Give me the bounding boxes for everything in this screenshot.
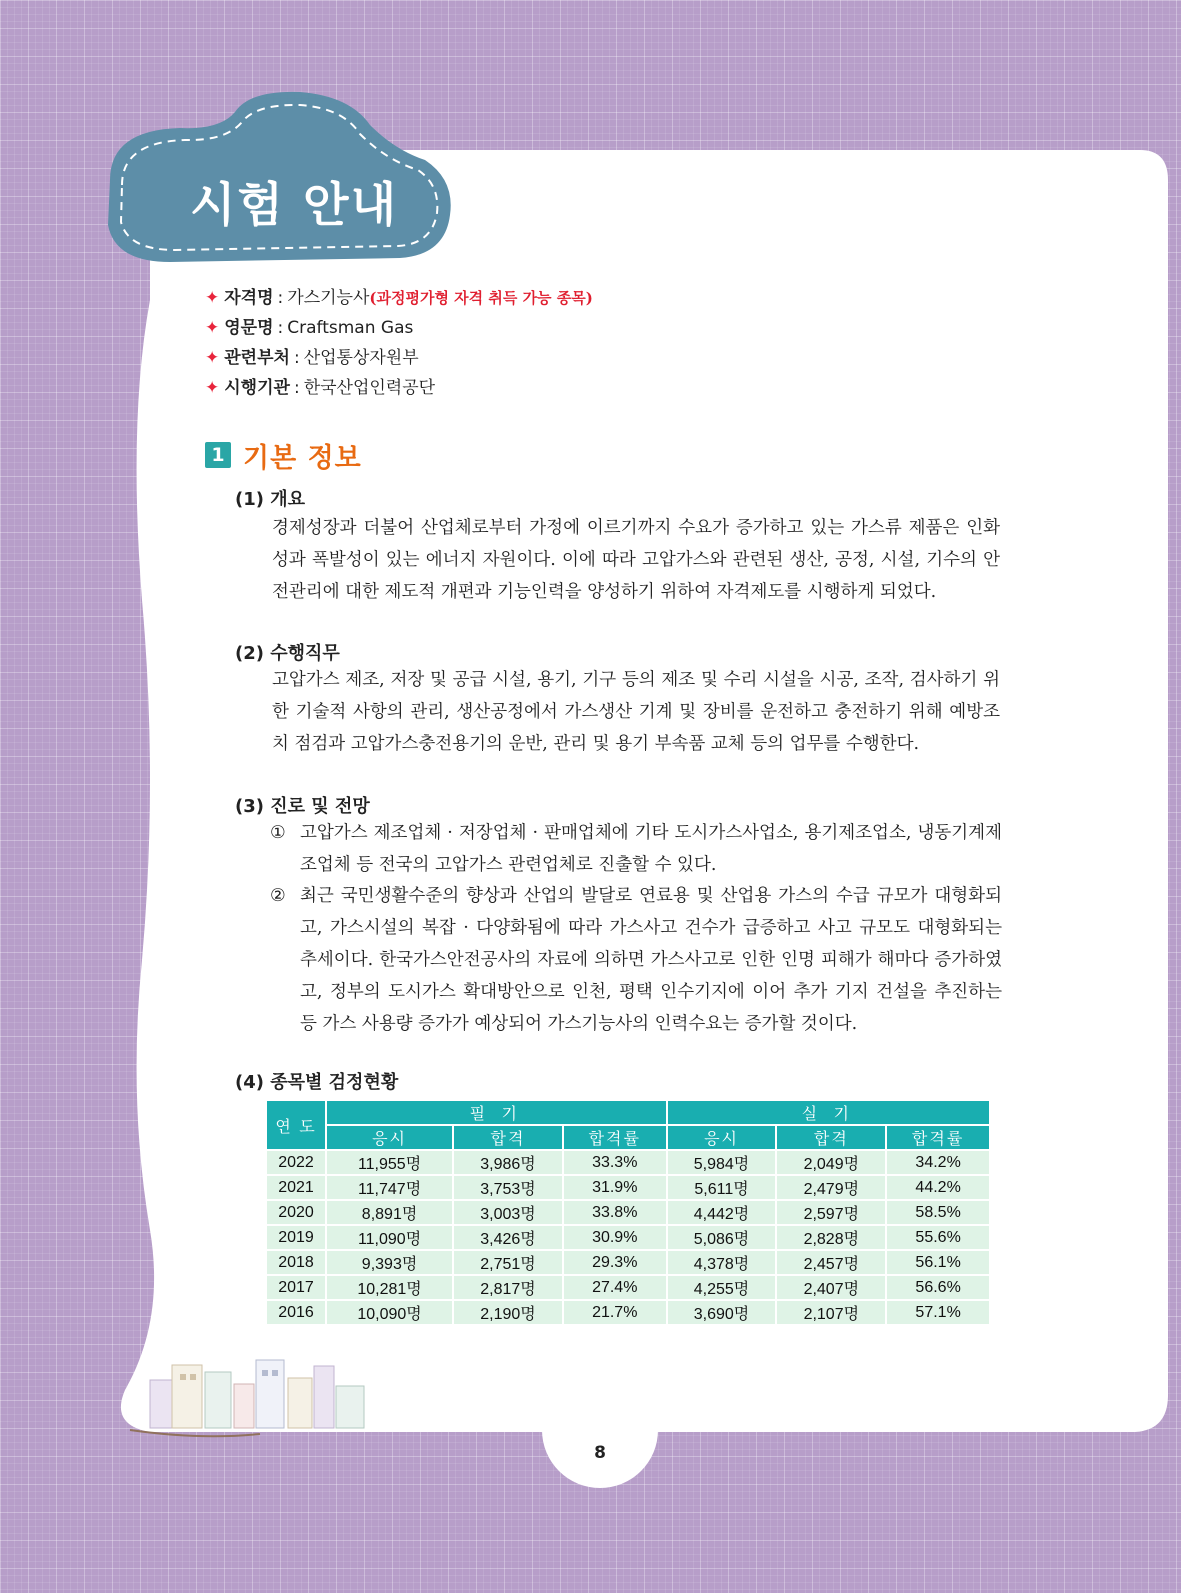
page-title: 시험 안내	[190, 178, 398, 233]
info-row-name: ✦ 자격명 : 가스기능사(과정평가형 자격 취득 가능 종목)	[205, 288, 593, 308]
table-cell: 30.9%	[564, 1226, 666, 1249]
item-text: 최근 국민생활수준의 향상과 산업의 발달로 연료용 및 산업용 가스의 수급 규모가 대형화되고, 가스시설의 복잡 · 다양화됨에 따라 가스사고 건수가 급증하고 사고 규모도 대형화되는 추세이다. 한국가스안전공사의 자료에 의하면 가스사고로 인한 인명 피해가 해마다 증가하였고, 정부의 도시가스 확대방안으로 인천, 평택 인수기지에 이어 추가 기지 건설을 추진하는 등 가스 사용량 증가가 예상되어 가스기능사의 인력수요는 증가할 것이다.	[300, 886, 1002, 1034]
table-cell: 56.6%	[887, 1276, 989, 1299]
table-row	[267, 1151, 989, 1174]
table-cell: 33.8%	[564, 1201, 666, 1224]
table-cell: 58.5%	[887, 1201, 989, 1224]
table-cell: 8,891명	[327, 1201, 452, 1224]
info-row-agency: ✦ 시행기관 : 한국산업인력공단	[205, 378, 436, 398]
info-value: Craftsman Gas	[287, 318, 414, 338]
overview-body: 경제성장과 더불어 산업체로부터 가정에 이르기까지 수요가 증가하고 있는 가스류 제품은 인화성과 폭발성이 있는 에너지 자원이다. 이에 따라 고압가스와 관련된 생산, 공정, 시설, 기수의 안전관리에 대한 제도적 개편과 기능인력을 양성하기 위하여 자격제도를 시행하게 되었다.	[272, 518, 1000, 602]
info-label: 시행기관	[224, 378, 290, 398]
table-cell: 11,955명	[327, 1151, 452, 1174]
table-cell: 57.1%	[887, 1301, 989, 1324]
table-cell: 29.3%	[564, 1251, 666, 1274]
year-cell: 2022	[267, 1151, 325, 1174]
table-cell: 11,747명	[327, 1176, 452, 1199]
section-heading	[205, 437, 362, 473]
star-bullet-icon: ✦	[205, 288, 220, 308]
info-label: 관련부처	[224, 348, 290, 368]
table-row	[267, 1226, 989, 1249]
table-cell: 5,086명	[668, 1226, 776, 1249]
table-cell: 44.2%	[887, 1176, 989, 1199]
table-cell: 10,281명	[327, 1276, 452, 1299]
table-cell: 21.7%	[564, 1301, 666, 1324]
year-cell: 2018	[267, 1251, 325, 1274]
table-cell: 4,442명	[668, 1201, 776, 1224]
table-cell: 2,828명	[777, 1226, 885, 1249]
table-cell: 27.4%	[564, 1276, 666, 1299]
table-cell: 33.3%	[564, 1151, 666, 1174]
info-value: 가스기능사	[287, 288, 370, 308]
info-label: 영문명	[224, 318, 274, 338]
table-cell: 2,190명	[454, 1301, 562, 1324]
table-row	[267, 1176, 989, 1199]
table-cell: 2,817명	[454, 1276, 562, 1299]
table-cell: 3,690명	[668, 1301, 776, 1324]
table-cell: 2,479명	[777, 1176, 885, 1199]
column-header: 응시	[668, 1126, 776, 1149]
year-cell: 2019	[267, 1226, 325, 1249]
table-cell: 5,984명	[668, 1151, 776, 1174]
overview-heading: (1) 개요	[235, 489, 306, 510]
career-heading: (3) 진로 및 전망	[235, 796, 370, 817]
year-cell: 2020	[267, 1201, 325, 1224]
table-cell: 34.2%	[887, 1151, 989, 1174]
table-cell: 31.9%	[564, 1176, 666, 1199]
column-header: 합격	[454, 1126, 562, 1149]
column-header: 합격률	[564, 1126, 666, 1149]
career-item	[270, 880, 1002, 1040]
column-header: 합격률	[887, 1126, 989, 1149]
table-cell: 5,611명	[668, 1176, 776, 1199]
item-marker: ②	[270, 886, 286, 906]
column-header: 합격	[777, 1126, 885, 1149]
table-cell: 2,107명	[777, 1301, 885, 1324]
table-row	[267, 1201, 989, 1224]
written-group-header: 필 기	[327, 1101, 666, 1124]
info-value: 산업통상자원부	[303, 348, 419, 368]
page-number: 8	[594, 1443, 606, 1463]
table-cell: 10,090명	[327, 1301, 452, 1324]
star-bullet-icon: ✦	[205, 348, 220, 368]
column-header: 응시	[327, 1126, 452, 1149]
qualification-info	[205, 283, 593, 403]
info-label: 자격명	[224, 288, 274, 308]
table-cell: 3,426명	[454, 1226, 562, 1249]
info-row-english-name: ✦ 영문명 : Craftsman Gas	[205, 318, 414, 338]
stats-heading: (4) 종목별 검정현황	[235, 1072, 399, 1093]
exam-stats-table	[265, 1099, 991, 1326]
year-cell: 2017	[267, 1276, 325, 1299]
item-marker: ①	[270, 823, 286, 843]
table-cell: 3,003명	[454, 1201, 562, 1224]
practical-group-header: 실 기	[668, 1101, 989, 1124]
table-cell: 55.6%	[887, 1226, 989, 1249]
table-cell: 2,407명	[777, 1276, 885, 1299]
table-cell: 2,597명	[777, 1201, 885, 1224]
section-title: 기본 정보	[243, 442, 362, 474]
duties-heading: (2) 수행직무	[235, 643, 340, 664]
table-cell: 4,255명	[668, 1276, 776, 1299]
table-row	[267, 1251, 989, 1274]
table-cell: 4,378명	[668, 1251, 776, 1274]
table-row	[267, 1301, 989, 1324]
item-text: 고압가스 제조업체 · 저장업체 · 판매업체에 기타 도시가스사업소, 용기제조업소, 냉동기계제조업체 등 전국의 고압가스 관련업체로 진출할 수 있다.	[300, 823, 1002, 875]
table-cell: 2,751명	[454, 1251, 562, 1274]
table-cell: 11,090명	[327, 1226, 452, 1249]
table-cell: 2,457명	[777, 1251, 885, 1274]
year-cell: 2021	[267, 1176, 325, 1199]
duties-body: 고압가스 제조, 저장 및 공급 시설, 용기, 기구 등의 제조 및 수리 시설을 시공, 조작, 검사하기 위한 기술적 사항의 관리, 생산공정에서 가스생산 기계 및 장비를 운전하고 충전하기 위해 예방조치 점검과 고압가스충전용기의 운반, 관리 및 용기 부속품 교체 등의 업무를 수행한다.	[272, 670, 1000, 754]
year-cell: 2016	[267, 1301, 325, 1324]
star-bullet-icon: ✦	[205, 378, 220, 398]
table-row	[267, 1276, 989, 1299]
star-bullet-icon: ✦	[205, 318, 220, 338]
table-cell: 56.1%	[887, 1251, 989, 1274]
info-row-ministry: ✦ 관련부처 : 산업통상자원부	[205, 348, 419, 368]
table-cell: 9,393명	[327, 1251, 452, 1274]
year-header: 연 도	[267, 1101, 325, 1149]
info-value: 한국산업인력공단	[303, 378, 436, 398]
info-note: (과정평가형 자격 취득 가능 종목)	[369, 289, 593, 307]
career-item	[270, 817, 1002, 881]
section-number-badge: 1	[205, 442, 231, 468]
table-cell: 3,753명	[454, 1176, 562, 1199]
table-cell: 2,049명	[777, 1151, 885, 1174]
table-cell: 3,986명	[454, 1151, 562, 1174]
